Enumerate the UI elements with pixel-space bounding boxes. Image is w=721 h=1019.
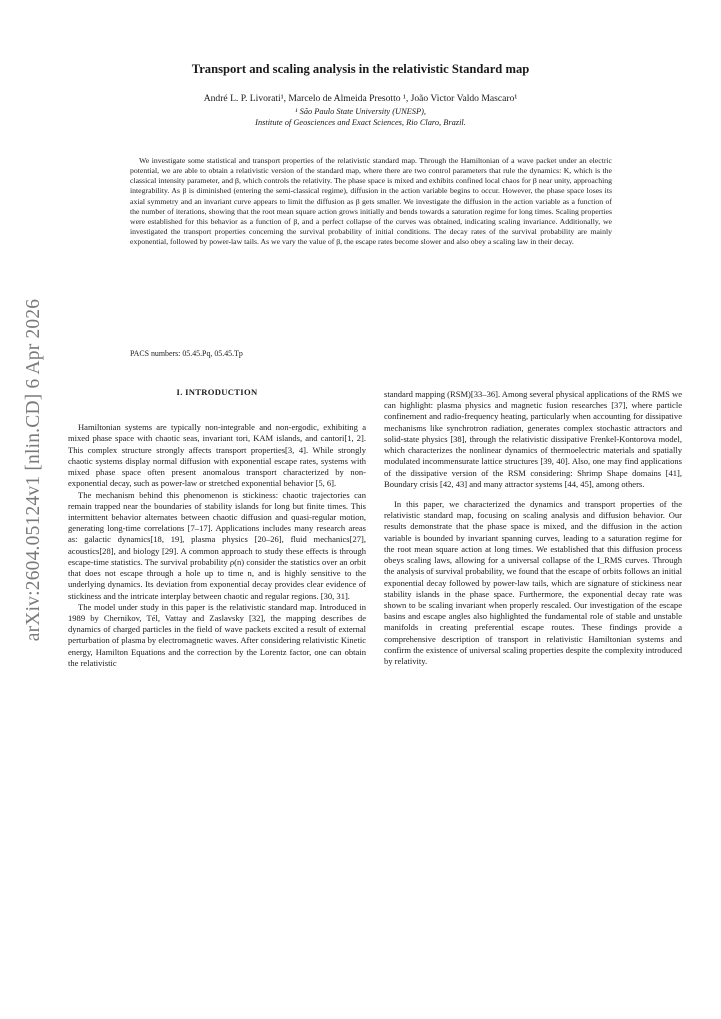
pacs-numbers: PACS numbers: 05.45.Pq, 05.45.Tp [130, 349, 243, 358]
affiliation-line-institute: Institute of Geosciences and Exact Sciences, Rio Claro, Brazil. [255, 118, 466, 127]
affiliation [0, 106, 721, 128]
arxiv-identifier-stamp [22, 290, 46, 650]
right-column [384, 389, 682, 667]
intro-paragraph-1: Hamiltonian systems are typically non-integrable and non-ergodic, exhibiting a mixed phase space with chaotic seas, invariant tori, KAM islands, and cantori[1, 2]. This complex structure strongly affects transport properties[3, 4]. While strongly chaotic systems display normal diffusion with exponential escape rates, systems with mixed phase space often present anomalous transport characterized by non-exponential decay, such as power-law or stretched exponential behavior [5, 6]. [68, 422, 366, 489]
intro-paragraph-4: In this paper, we characterized the dynamics and transport properties of the relativistic standard map, focusing on scaling analysis and diffusion behavior. Our results demonstrate that the phase space is mixed, and the diffusion in the action variable is bounded by invariant spanning curves, leading to a saturation regime for the root mean square action at long times. We established that this diffusion process obeys scaling laws, allowing for a universal collapse of the I_RMS curves. Through the analysis of survival probability, we found that the escape of orbits follows an initial exponential decay followed by power-law tails, which are signature of stickiness near stability islands in the phase space. Furthermore, the exponential decay rate was shown to be scaling invariant when properly rescaled. Our investigation of the escape basins and escape angles also highlighted the fundamental role of stable and unstable manifolds in creating preferential escape routes. These findings provide a comprehensive description of transport in relativistic Hamiltonian systems and confirm the existence of universal scaling properties despite the complexity introduced by relativity. [384, 498, 682, 667]
paper-title: Transport and scaling analysis in the relativistic Standard map [191, 62, 530, 76]
left-column [68, 387, 366, 669]
affiliation-line-university: ¹ São Paulo State University (UNESP), [295, 107, 426, 116]
intro-paragraph-3-continued: standard mapping (RSM)[33–36]. Among several physical applications of the RMS we can highlight: plasma physics and magnetic fusion researches [37], where particle confinement and radio-frequency heating, particularly when accounting for dissipative mechanisms like synchrotron radiation, generates complex stochastic attractors and solid-state physics [38], through the relativistic dissipative Frenkel-Kontorova model, which characterizes the nonlinear dynamics of thermoelectric materials and spatially modulated incommensurate lattice structures [39, 40]. Also, one may find applications of the dissipative version of the RSM considering: Shrimp Shape domains [41], Boundary crisis [42, 43] and many attractor systems [44, 45], among others. [384, 389, 682, 489]
section-heading-introduction: I. INTRODUCTION [176, 387, 258, 397]
intro-paragraph-2: The mechanism behind this phenomenon is stickiness: chaotic trajectories can remain trapped near the boundaries of stability islands for long but finite times. This intermittent behavior alternates between chaotic diffusion and quasi-regular motion, generating long-time correlations [7–17]. Applications includes many research areas as: galactic dynamics[18, 19], plasma physics [20–26], fluid mechanics[27], acoustics[28], and biology [29]. A common approach to study these effects is through escape-time statistics. The survival probability ρ(n) consider the statistics over an orbit that does not escape through a hole up to time n, and is highly sensitive to the underlying dynamics. Its deviation from exponential decay provides clear evidence of stickiness and the intricate interplay between chaotic and regular regions. [30, 31]. [68, 489, 366, 601]
intro-paragraph-3: The model under study in this paper is the relativistic standard map. Introduced in 1989 by Chernikov, Tél, Vattay and Zaslavsky [32], the mapping describes de dynamics of charged particles in the field of wave packets excited a result of external perturbation of plasma by electromagnetic waves. After considering relativistic Kinetic energy, Hamilton Equations and the correction by the Lorentz factor, one can obtain the relativistic [68, 601, 366, 668]
author-list: André L. P. Livorati¹, Marcelo de Almeida Presotto ¹, João Victor Valdo Mascaro¹ [203, 93, 518, 104]
arxiv-identifier-text: arXiv:2604.05124v1 [nlin.CD] 6 Apr 2026 [23, 298, 44, 642]
abstract: We investigate some statistical and transport properties of the relativistic standard map. Through the Hamiltonian of a wave packet under an electric potential, we are able to obtain a relativistic version of the standard map, where there are two control parameters that rule the dynamics: K, which is the classical intensity parameter, and β, which controls the relativity. The phase space is mixed and exhibits confined local chaos for β near unity, approaching integrability. As β is diminished (entering the semi-classical regime), diffusion in the action variable begins to occur. However, the phase space loses its axial symmetry and an invariant curve appears to limit the diffusion as β gets smaller. We investigate the diffusion in the action variable as a function of the number of iterations, showing that the root mean square action grows initially and bends towards a saturation regime for long times. Scaling properties were established for this behavior as a function of β, and a perfect collapse of the curves was obtained, indicating scaling invariance. Additionally, we investigated the transport properties concerning the survival probability of initial conditions. The decay rates of the survival probability are mainly exponential, followed by power-law tails. As we vary the value of β, the escape rates become slower and also obey a scaling law in their decay. [130, 156, 612, 247]
